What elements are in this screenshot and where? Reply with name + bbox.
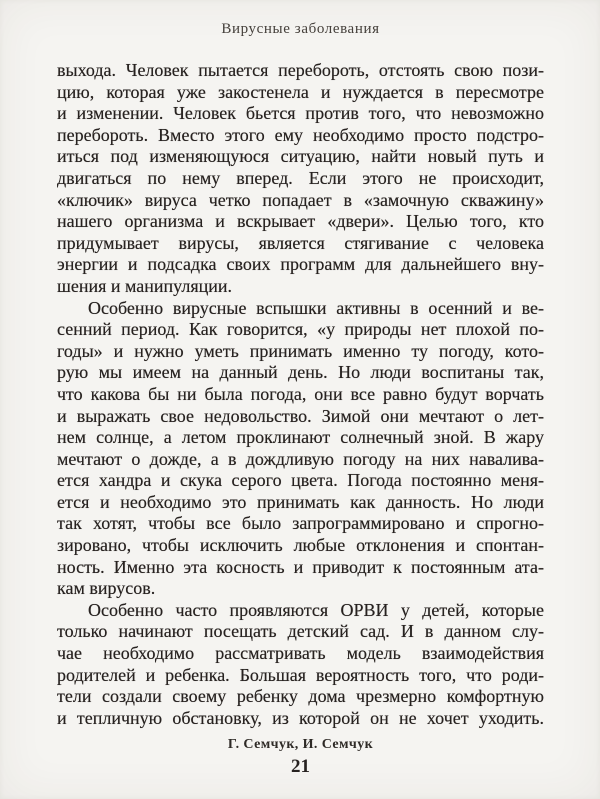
text-line: так хотят, чтобы все было запрограммировано и спрогно- (57, 513, 544, 534)
text-line: иться под изменяющуюся ситуацию, найти новый путь и (57, 146, 544, 167)
text-line: Особенно вирусные вспышки активны в осенний и ве- (88, 297, 544, 318)
text-line: нашего организма и вскрывает «двери». Целью того, кто (57, 211, 544, 232)
text-line: чае необходимо рассматривать модель взаимодействия (57, 643, 544, 664)
text-line: шения и манипуляции. (57, 275, 233, 296)
text-line: зировано, чтобы исключить любые отклонения и спонтан- (57, 535, 544, 556)
text-line: что какова бы ни была погода, они все равно будут ворчать (57, 383, 544, 404)
text-line: двигаться по нему вперед. Если этого не происходит, (57, 167, 544, 188)
text-line: и выражать свое недовольство. Зимой они мечтают о лет- (57, 405, 544, 426)
running-header: Вирусные заболевания (221, 21, 380, 37)
text-line: энергии и подсадка своих программ для дальнейшего вну- (57, 254, 544, 275)
text-line: ется и необходимо это принимать как данность. Но люди (57, 491, 544, 512)
text-line: ется хандра и скука серого цвета. Погода постоянно меня- (57, 470, 544, 491)
text-line: мечтают о дожде, а в дождливую погоду на них навалива- (57, 448, 544, 469)
text-line: нем солнце, а летом проклинают солнечный зной. В жару (57, 427, 544, 448)
text-line: придумывает вирусы, является стягивание с человека (57, 232, 544, 253)
text-line: «ключик» вируса четко попадает в «замочную скважину» (57, 189, 544, 210)
text-line: выхода. Человек пытается перебороть, отстоять свою пози- (57, 60, 544, 80)
text-line: перебороть. Вместо этого ему необходимо просто подстро- (57, 124, 544, 145)
text-line: ность. Именно эта косность и приводит к постоянным ата- (57, 556, 544, 577)
text-line: и тепличную обстановку, из которой он не хочет уходить. (57, 707, 544, 728)
text-line: рую мы имеем на данный день. Но люди воспитаны так, (57, 362, 544, 383)
text-line: кам вирусов. (57, 578, 156, 599)
text-line: и изменении. Человек бьется против того, что невозможно (57, 103, 544, 124)
text-line: Особенно часто проявляются ОРВИ у детей, которые (88, 599, 544, 620)
text-line: родителей и ребенка. Большая вероятность того, что роди- (57, 664, 544, 685)
text-line: тели создали своему ребенку дома чрезмерно комфортную (57, 686, 544, 707)
body-text (57, 60, 544, 729)
page-number: 21 (291, 756, 310, 778)
footer-authors: Г. Семчук, И. Семчук (227, 737, 374, 753)
text-line: годы» и нужно уметь принимать именно ту погоду, кото- (57, 340, 544, 361)
text-line: только начинают посещать детский сад. И в данном слу- (57, 621, 544, 642)
text-line: сенний период. Как говорится, «у природы нет плохой по- (57, 319, 544, 340)
text-line: цию, которая уже закостенела и нуждается в пересмотре (57, 81, 544, 102)
